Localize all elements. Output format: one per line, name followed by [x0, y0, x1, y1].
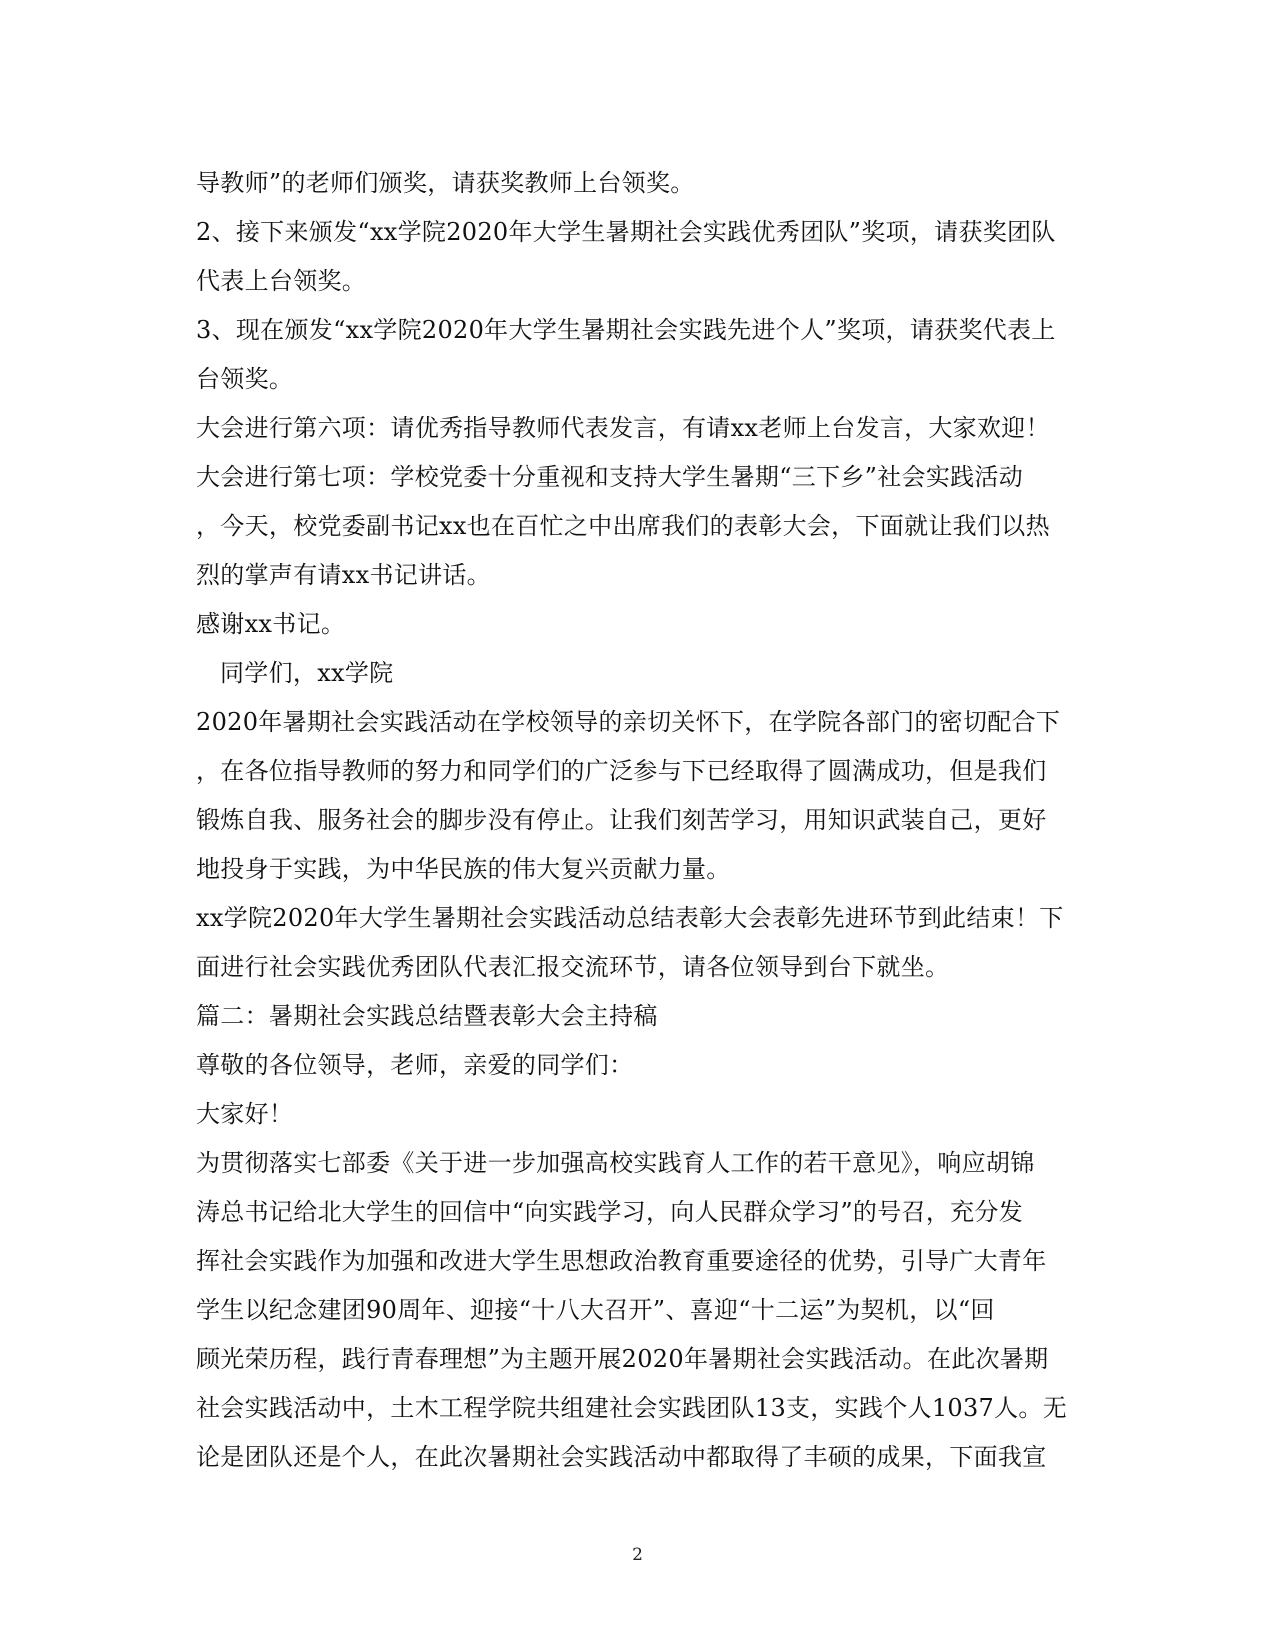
document-body: [196, 159, 1091, 1482]
text-line: 锻炼自我、服务社会的脚步没有停止。让我们刻苦学习，用知识武装自己，更好: [196, 806, 1047, 834]
text-line: 导教师”的老师们颁奖，请获奖教师上台领奖。: [196, 169, 695, 197]
text-line: 尊敬的各位领导，老师，亲爱的同学们：: [196, 1051, 634, 1079]
text-line: ，在各位指导教师的努力和同学们的广泛参与下已经取得了圆满成功，但是我们: [196, 757, 1047, 785]
text-line: 大会进行第六项：请优秀指导教师代表发言，有请xx老师上台发言，大家欢迎！: [196, 414, 1050, 442]
text-line: 3、现在颁发“xx学院2020年大学生暑期社会实践先进个人”奖项，请获奖代表上: [196, 316, 1056, 344]
text-line: 社会实践活动中，土木工程学院共组建社会实践团队13支，实践个人1037人。无: [196, 1394, 1068, 1422]
text-line: 论是团队还是个人，在此次暑期社会实践活动中都取得了丰硕的成果，下面我宣: [196, 1443, 1047, 1471]
text-line: 挥社会实践作为加强和改进大学生思想政治教育重要途径的优势，引导广大青年: [196, 1247, 1047, 1275]
text-line: 台领奖。: [196, 365, 294, 393]
text-line: xx学院2020年大学生暑期社会实践活动总结表彰大会表彰先进环节到此结束！下: [196, 904, 1064, 932]
text-line: 2020年暑期社会实践活动在学校领导的亲切关怀下，在学院各部门的密切配合下: [196, 708, 1061, 736]
text-line: 大家好！: [196, 1100, 294, 1128]
text-line: 为贯彻落实七部委《关于进一步加强高校实践育人工作的若干意见》，响应胡锦: [196, 1149, 1035, 1177]
text-line: 顾光荣历程，践行青春理想”为主题开展2020年暑期社会实践活动。在此次暑期: [196, 1345, 1049, 1373]
text-line: ，今天，校党委副书记xx也在百忙之中出席我们的表彰大会，下面就让我们以热: [196, 512, 1050, 540]
text-line: 烈的掌声有请xx书记讲话。: [196, 561, 491, 589]
text-line: 学生以纪念建团90周年、迎接“十八大召开”、喜迎“十二运”为契机，以“回: [196, 1296, 995, 1324]
text-line: 面进行社会实践优秀团队代表汇报交流环节，请各位领导到台下就坐。: [196, 953, 950, 981]
text-line: 2、接下来颁发“xx学院2020年大学生暑期社会实践优秀团队”奖项，请获奖团队: [196, 218, 1056, 246]
text-line: 感谢xx书记。: [196, 610, 346, 638]
section-heading: 篇二：暑期社会实践总结暨表彰大会主持稿: [196, 1002, 658, 1030]
text-line: 涛总书记给北大学生的回信中“向实践学习，向人民群众学习”的号召，充分发: [196, 1198, 1024, 1226]
text-line: 同学们，xx学院: [220, 659, 394, 687]
text-line: 代表上台领奖。: [196, 267, 367, 295]
text-line: 地投身于实践，为中华民族的伟大复兴贡献力量。: [196, 855, 731, 883]
text-line: 大会进行第七项：学校党委十分重视和支持大学生暑期“三下乡”社会实践活动: [196, 463, 1024, 491]
page-number: 2: [632, 1545, 643, 1565]
